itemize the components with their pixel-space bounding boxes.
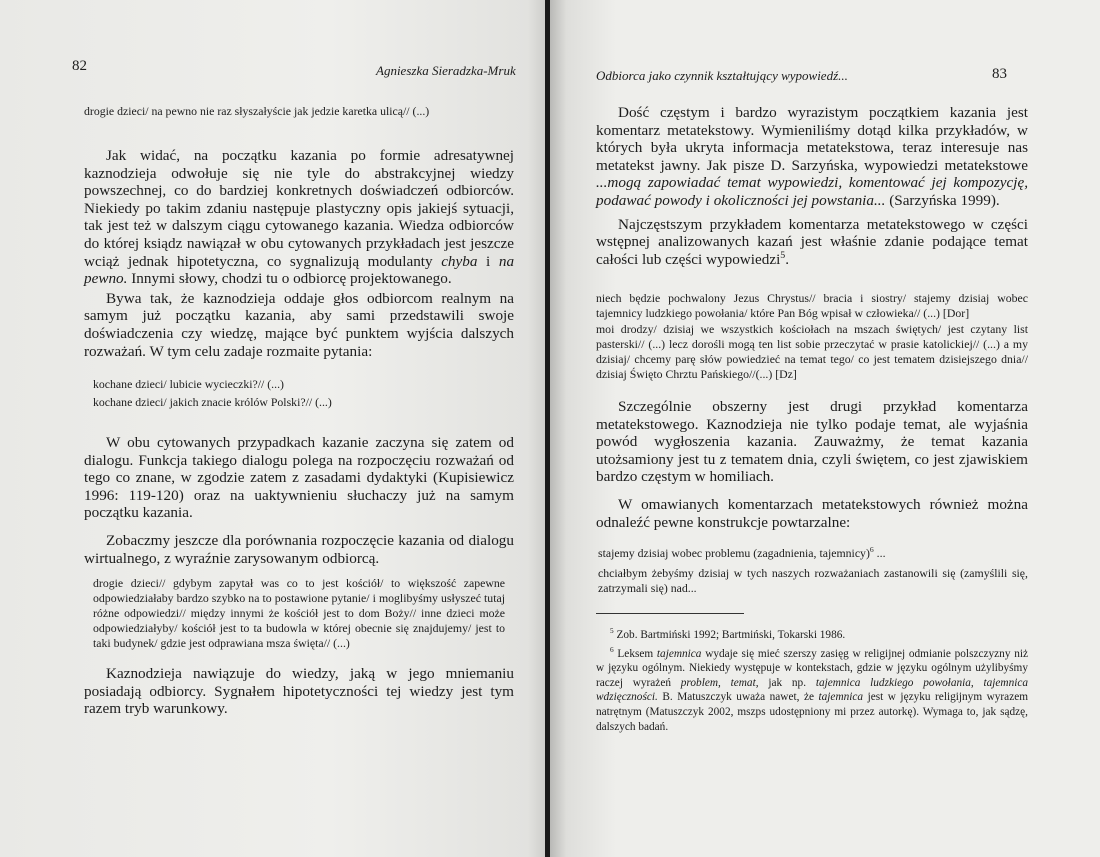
body-text [596, 398, 1028, 531]
footnote [596, 644, 1029, 735]
footnote-text: Leksem [617, 647, 654, 660]
paragraph: Zobaczmy jeszcze dla porównania rozpoczęcie kazania od dialogu wirtualnego, z wyraźnie zarysowanym odbiorcą. [84, 531, 514, 567]
footnote-ref[interactable]: 5 [780, 249, 786, 261]
body-text [84, 665, 514, 718]
footnote-text: wydaje się mieć szerszy zasięg w religijnej odmianie polszczyzny niż w języku ogólnym. Niekiedy występuje w kontekstach, gdzie w języku ogólnym użylibyśmy raczej wyrażeń [596, 647, 1028, 689]
paragraph-text: Jak widać, na początku kazania po formie adresatywnej kaznodzieja odwołuje się nie tyle do abstrakcyjnej wiedzy powszechnej, co do bardziej konkretnych doświadczeń odbiorców. Niekiedy po takim zdaniu następuje plastyczny opis jakiejś sytuacji, tak jest też w dalszym ciągu cytowanego kazania. Wiedza odbiorców do której ksiądz nawiązał w obu cytowanych przykładach jest jeszcze wciąż jednak hipotetyczna, co sygnalizują modulanty [84, 147, 514, 270]
italic-term: tajemnica ludzkiego powołania, tajemnica wdzięczności. [596, 676, 1029, 704]
italic-term: tajemnica [818, 691, 864, 704]
paragraph: Bywa tak, że kaznodzieja oddaje głos odbiorcom realnym na samym już początku kazania, aby sami przedstawili swoje doświadczenia czy wiedzę, mające być punktem wyjścia dalszych rozważań. W tym celu zadaje rozmaite pytania: [84, 289, 514, 360]
example-quote: drogie dzieci/ na pewno nie raz słyszałyście jak jedzie karetka ulicą// (...) [84, 104, 430, 118]
footnote-number: 6 [610, 644, 614, 654]
paragraph-text: i [486, 252, 491, 270]
example-quote: kochane dzieci/ lubicie wycieczki?// (...) [93, 377, 284, 391]
footnotes [596, 628, 1028, 734]
example-quote: drogie dzieci// gdybym zapytał was co to jest kościół/ to większość zapewne odpowiedziałaby bardzo szybko na to postawione pytanie/ i moglibyśmy usłyszeć tutaj różne odpowiedzi// między innymi że kościół jest to dom Boży// inne dzieci może odpowiedziałyby/ kościół jest to ta budowla w której obecnie się znajdujemy/ jest to taki budynek/ gdzie jest odprawiana msza święta// (...) [93, 576, 505, 650]
paragraph-text: Innymi słowy, chodzi tu o odbiorcę projektowanego. [131, 270, 452, 288]
footnote-text: Zob. Bartmiński 1992; Bartmiński, Tokarski 1986. [616, 629, 846, 641]
italic-term: problem, temat, [680, 676, 759, 689]
paragraph: Szczególnie obszerny jest drugi przykład komentarza metatekstowego. Kaznodzieja nie tylko podaje temat, ale wyjaśnia powód wygłoszenia kazania. Zauważmy, że temat kazania utożsamiony jest tu z tematem dnia, czyli świętem, co jest zjawiskiem bardzo częstym w homiliach. [596, 398, 1028, 486]
italic-term: chyba [441, 252, 478, 270]
example-quote: moi drodzy/ dzisiaj we wszystkich kościołach na mszach świętych/ jest czytany list pasterski// (...) lecz dorośli mogą ten list sobie przeczytać w prasie katolickiej// (...) a my dzisiaj/ chcemy parę słów powiedzieć na temat tego/ co jest tematem dzisiejszego dnia// dzisiaj Święto Chrztu Pańskiego//(...) [Dz] [596, 322, 1028, 381]
paragraph: Kaznodzieja nawiązuje do wiedzy, jaką w jego mniemaniu posiadają odbiorcy. Sygnałem hipotetyczności tej wiedzy jest tym razem tryb warunkowy. [84, 665, 514, 718]
paragraph [596, 104, 1028, 210]
paragraph [84, 147, 514, 288]
italic-term: na pewno. [84, 252, 515, 288]
page-number: 82 [72, 58, 87, 74]
quote-text: ... [876, 546, 886, 560]
footnote-text: jak np. [768, 676, 807, 689]
paragraph: W omawianych komentarzach metatekstowych również można odnaleźć pewne konstrukcje powtarzalne: [596, 495, 1028, 531]
footnote-ref[interactable]: 6 [869, 545, 874, 555]
quote-text: stajemy dzisiaj wobec problemu (zagadnienia, tajemnicy) [598, 546, 870, 560]
italic-quote: ...mogą zapowiadać temat wypowiedzi, komentować jej kompozycję, podawać powody i okoliczności jej powstania... [596, 174, 1028, 209]
footnote [596, 628, 1028, 643]
example-quote: niech będzie pochwalony Jezus Chrystus// bracia i siostry/ stajemy dzisiaj wobec tajemnicy ludzkiego powołania/ które Pan Bóg wpisał w człowieka// (...) [Dor] [596, 291, 1028, 320]
running-head: Agnieszka Sieradzka-Mruk [376, 63, 516, 78]
example-quote: chciałbym żebyśmy dzisiaj w tych naszych rozważaniach zastanowili się (zamyślili się, zatrzymali się) nad... [598, 566, 1028, 595]
body-text [84, 434, 514, 567]
paragraph-text: Dość częstym i bardzo wyrazistym początkiem kazania jest komentarz metatekstowy. Wymieniliśmy dotąd kilka przykładów, w których była ukryta informacja metatekstowa, teraz interesuje nas metatekst jawny. Jak pisze D. Sarzyńska, wypowiedzi metatekstowe [596, 104, 1028, 174]
body-text [84, 147, 514, 360]
paragraph-text: (Sarzyńska 1999). [889, 191, 1000, 209]
footnote-number: 5 [610, 626, 614, 636]
footnote-text: jest w języku religijnym wyrazem natrętnym (Matuszczyk 2002, mszps udostępniony mi przez autorkę). Wymaga to, jak sądzę, dalszych badań. [596, 691, 1029, 733]
example-quote [598, 546, 1028, 561]
paragraph-text: . [785, 250, 790, 268]
footnote-divider [596, 613, 744, 614]
page-number: 83 [992, 66, 1007, 82]
body-text [596, 104, 1028, 268]
paragraph: W obu cytowanych przypadkach kazanie zaczyna się zatem od dialogu. Funkcja takiego dialogu polega na rozpoczęciu rozważań od tego co znane, w zgodzie zatem z zasadami dydaktyki (Kupisiewicz 1996: 119-120) oraz na uaktywnieniu słuchaczy już na samym początku kazania. [84, 434, 514, 522]
example-quote: kochane dzieci/ jakich znacie królów Polski?// (...) [93, 395, 332, 409]
right-page [550, 0, 1100, 857]
italic-term: tajemnica [656, 647, 702, 660]
paragraph [596, 216, 1028, 269]
footnote-text: B. Matuszczyk uważa nawet, że [662, 691, 814, 704]
paragraph-text: Najczęstszym przykładem komentarza metatekstowego w części wstępnej analizowanych kazań jest właśnie zdanie podające temat całości lub części wypowiedzi [596, 215, 1028, 268]
running-head: Odbiorca jako czynnik kształtujący wypowiedź... [596, 68, 848, 83]
